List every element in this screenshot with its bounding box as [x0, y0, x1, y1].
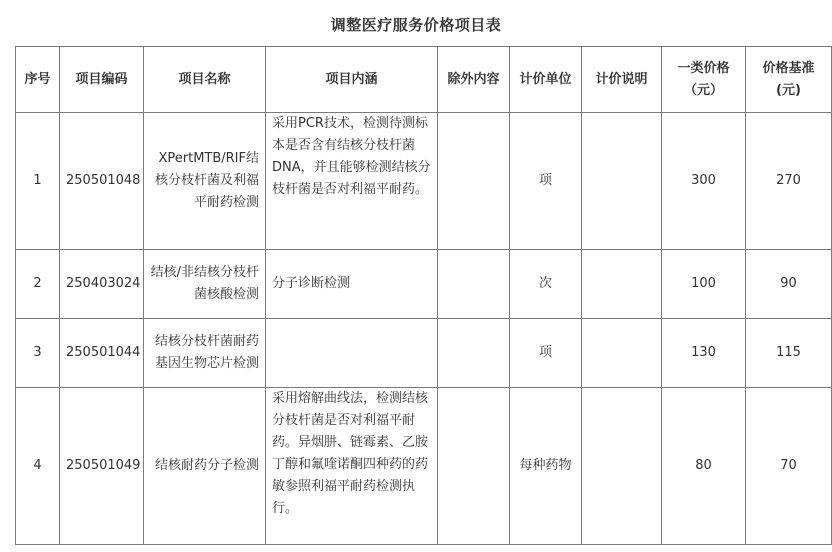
cell-content	[266, 319, 438, 388]
cell-name: 结核耐药分子检测	[144, 388, 266, 545]
table-header-row	[16, 47, 832, 113]
cell-note	[582, 250, 662, 319]
page-title: 调整医疗服务价格项目表	[330, 16, 502, 34]
cell-seq: 2	[16, 250, 60, 319]
cell-content: 分子诊断检测	[266, 250, 438, 319]
cell-note	[582, 319, 662, 388]
cell-exclude	[438, 250, 510, 319]
header-seq: 序号	[16, 47, 60, 113]
cell-exclude	[438, 319, 510, 388]
header-unit: 计价单位	[510, 47, 582, 113]
cell-name: XPertMTB/RIF结核分枝杆菌及利福平耐药检测	[144, 113, 266, 250]
cell-name: 结核分枝杆菌耐药基因生物芯片检测	[144, 319, 266, 388]
cell-code: 250403024	[60, 250, 144, 319]
cell-code: 250501049	[60, 388, 144, 545]
header-code: 项目编码	[60, 47, 144, 113]
cell-unit: 项	[510, 319, 582, 388]
cell-note	[582, 388, 662, 545]
cell-exclude	[438, 388, 510, 545]
cell-content: 采用熔解曲线法，检测结核分枝杆菌是否对利福平耐药。异烟肼、链霉素、乙胺丁醇和氟喹诺酮四种药的药敏参照利福平耐药检测执行。	[266, 388, 438, 545]
cell-base-price: 270	[746, 113, 832, 250]
cell-base-price: 115	[746, 319, 832, 388]
cell-seq: 4	[16, 388, 60, 545]
cell-class1-price: 130	[662, 319, 746, 388]
cell-seq: 3	[16, 319, 60, 388]
cell-content: 采用PCR技术，检测待测标本是否含有结核分枝杆菌DNA，并且能够检测结核分枝杆菌是否对利福平耐药。	[266, 113, 438, 250]
table-row	[16, 250, 832, 319]
cell-class1-price: 80	[662, 388, 746, 545]
cell-exclude	[438, 113, 510, 250]
cell-code: 250501048	[60, 113, 144, 250]
cell-base-price: 70	[746, 388, 832, 545]
table-row	[16, 388, 832, 545]
cell-class1-price: 100	[662, 250, 746, 319]
header-exclude: 除外内容	[438, 47, 510, 113]
header-content: 项目内涵	[266, 47, 438, 113]
cell-base-price: 90	[746, 250, 832, 319]
cell-unit: 次	[510, 250, 582, 319]
cell-class1-price: 300	[662, 113, 746, 250]
table-row	[16, 113, 832, 250]
table-row	[16, 319, 832, 388]
cell-note	[582, 113, 662, 250]
header-base-price: 价格基准(元)	[746, 47, 832, 113]
cell-seq: 1	[16, 113, 60, 250]
price-table	[15, 46, 832, 545]
cell-name: 结核/非结核分枝杆菌核酸检测	[144, 250, 266, 319]
cell-code: 250501044	[60, 319, 144, 388]
cell-unit: 项	[510, 113, 582, 250]
cell-unit: 每种药物	[510, 388, 582, 545]
header-class1-price: 一类价格（元）	[662, 47, 746, 113]
header-name: 项目名称	[144, 47, 266, 113]
header-note: 计价说明	[582, 47, 662, 113]
